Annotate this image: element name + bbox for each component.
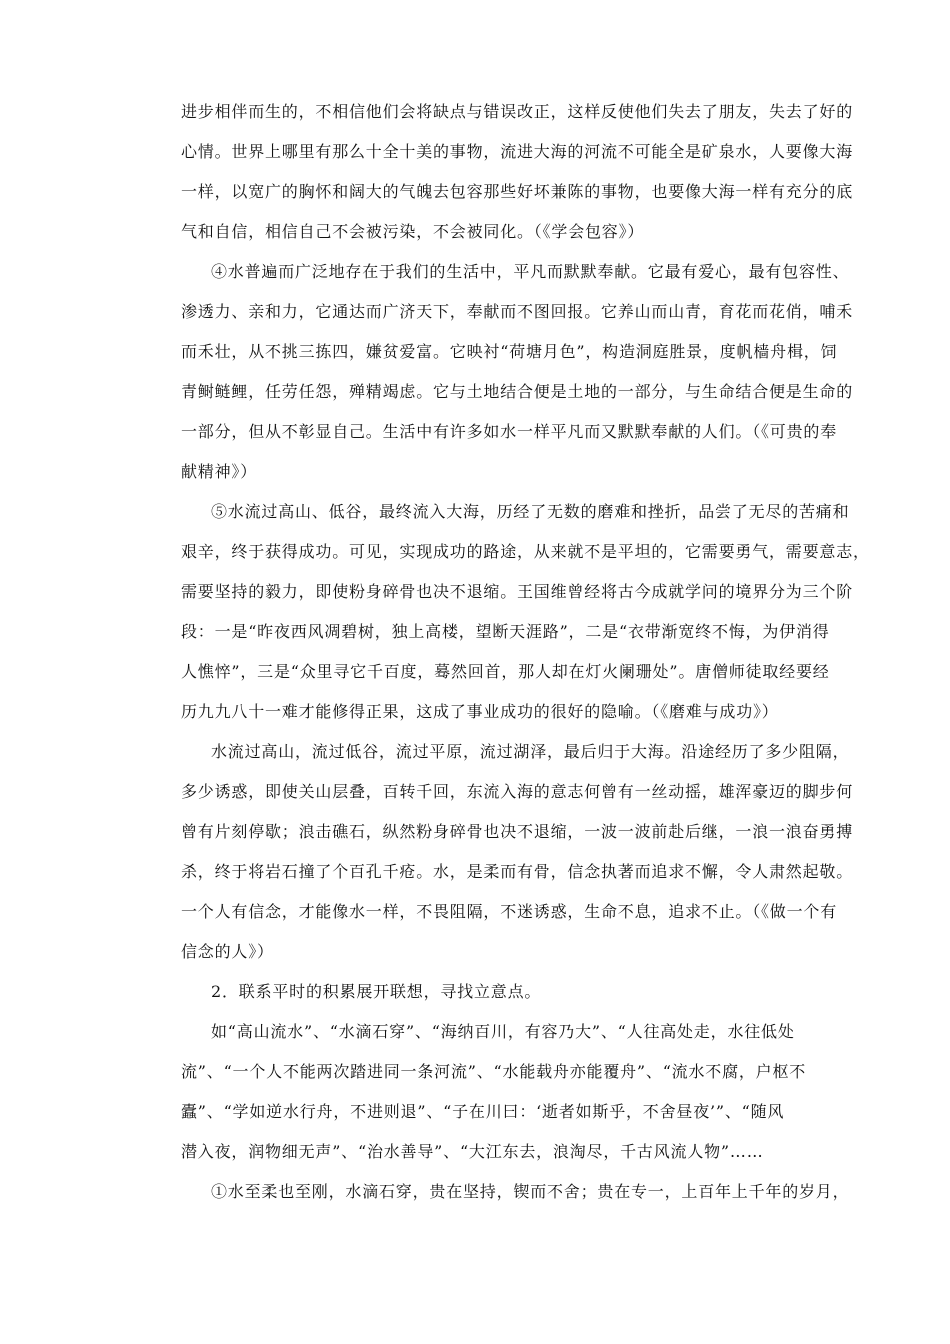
text-line: 多少诱惑，即使关山层叠，百转千回，东流入海的意志何曾有一丝动摇，雄浑豪迈的脚步何 (181, 782, 854, 801)
text-line: 需要坚持的毅力，即使粉身碎骨也决不退缩。王国维曾经将古今成就学问的境界分为三个阶 (181, 582, 854, 601)
text-line: 信念的人》） (181, 942, 274, 961)
section-heading: 2．联系平时的积累展开联想，寻找立意点。 (211, 982, 542, 1001)
text-line: 青鲥鲢鲤，任劳任怨，殚精竭虑。它与土地结合便是土地的一部分，与生命结合便是生命的 (181, 382, 854, 401)
paragraph-first-line: 如“高山流水”、“水滴石穿”、“海纳百川，有容乃大”、“人往高处走，水往低处 (211, 1022, 795, 1041)
text-line: 心情。世界上哪里有那么十全十美的事物，流进大海的河流不可能全是矿泉水，人要像大海 (181, 142, 854, 161)
text-line: 流”、“一个人不能两次踏进同一条河流”、“水能载舟亦能覆舟”、“流水不腐，户枢不 (181, 1062, 807, 1081)
text-line: 潜入夜，润物细无声”、“治水善导”、“大江东去，浪淘尽，千古风流人物”…… (181, 1142, 764, 1161)
text-line: 人憔悴”，三是“众里寻它千百度，蓦然回首，那人却在灯火阑珊处”。唐僧师徒取经要经 (181, 662, 830, 681)
text-line: 历九九八十一难才能修得正果，这成了事业成功的很好的隐喻。（《磨难与成功》） (181, 702, 779, 721)
text-line: 进步相伴而生的，不相信他们会将缺点与错误改正，这样反使他们失去了朋友，失去了好的 (181, 102, 854, 121)
text-line: 蠹”、“学如逆水行舟，不进则退”、“子在川曰：‘逝者如斯乎，不舍昼夜’”、“随风 (181, 1102, 785, 1121)
text-line: 一样，以宽广的胸怀和阔大的气魄去包容那些好坏兼陈的事物，也要像大海一样有充分的底 (181, 182, 854, 201)
paragraph-first-line: 水流过高山，流过低谷，流过平原，流过湖泽，最后归于大海。沿途经历了多少阻隔， (211, 742, 850, 761)
text-line: 献精神》） (181, 462, 258, 481)
text-line: 气和自信，相信自己不会被污染，不会被同化。（《学会包容》） (181, 222, 645, 241)
text-line: 杀，终于将岩石撞了个百孔千疮。水，是柔而有骨，信念执著而追求不懈，令人肃然起敬。 (181, 862, 854, 881)
text-line: 曾有片刻停歇；浪击礁石，纵然粉身碎骨也决不退缩，一波一波前赴后继，一浪一浪奋勇搏 (181, 822, 854, 841)
paragraph-first-line: ④水普遍而广泛地存在于我们的生活中，平凡而默默奉献。它最有爱心，最有包容性、 (211, 262, 850, 281)
text-line: 段：一是“昨夜西风凋碧树，独上高楼，望断天涯路”，二是“衣带渐宽终不悔，为伊消得 (181, 622, 830, 641)
text-line: 渗透力、亲和力，它通达而广济天下，奉献而不图回报。它养山而山青，育花而花俏，哺禾 (181, 302, 854, 321)
paragraph-first-line: ⑤水流过高山、低谷，最终流入大海，历经了无数的磨难和挫折，品尝了无尽的苦痛和 (211, 502, 850, 521)
paragraph-first-line: ①水至柔也至刚，水滴石穿，贵在坚持，锲而不舍；贵在专一，上百年上千年的岁月， (211, 1182, 850, 1201)
text-line: 一部分，但从不彰显自己。生活中有许多如水一样平凡而又默默奉献的人们。（《可贵的奉 (181, 422, 838, 441)
text-line: 一个人有信念，才能像水一样，不畏阻隔，不迷诱惑，生命不息，追求不止。（《做一个有 (181, 902, 838, 921)
text-line: 艰辛，终于获得成功。可见，实现成功的路途，从来就不是平坦的，它需要勇气，需要意志， (181, 542, 870, 561)
text-line: 而禾壮，从不挑三拣四，嫌贫爱富。它映衬“荷塘月色”，构造洞庭胜景，度帆樯舟楫，饲 (181, 342, 838, 361)
